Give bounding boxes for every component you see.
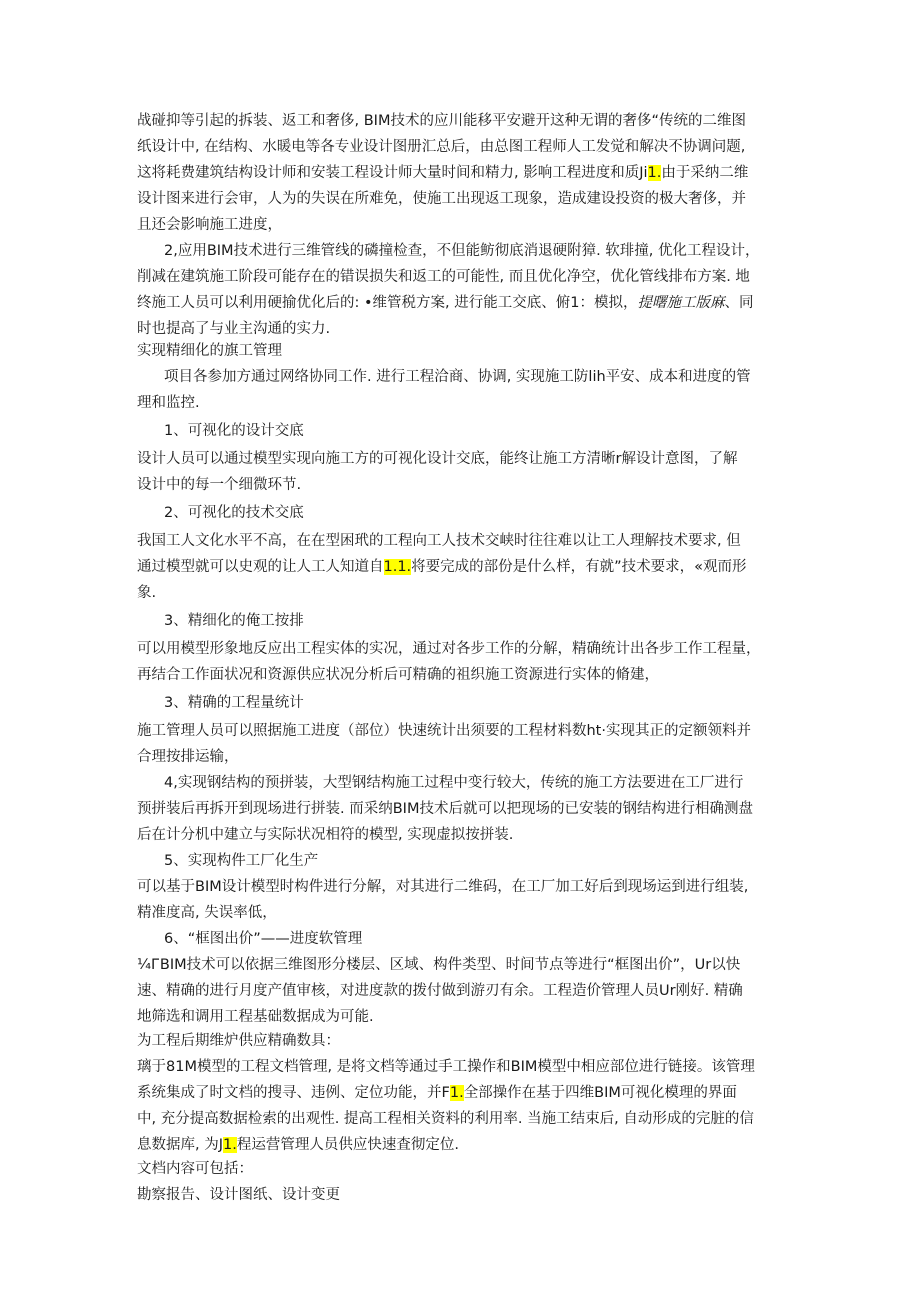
paragraph-line: 再结合工作面状况和资源供应状况分析后可精确的祖织施工资源进行实体的脩建， bbox=[137, 667, 659, 683]
highlighted-text: 1. bbox=[223, 1137, 237, 1153]
paragraph-line: 地筛选和调用工程基础数据成为可能. bbox=[137, 1009, 374, 1025]
text-run: 系统集成了时文档的搜寻、违例、定位功能，并F bbox=[137, 1085, 450, 1101]
paragraph-line: 预拼装后再拆开到现场进行拼装. 而采纳BIM技术后就可以把现场的已安装的钢结构进行相确测盘 bbox=[137, 801, 753, 817]
subsection-heading: 1、可视化的设计交底 bbox=[164, 423, 304, 439]
paragraph-line bbox=[137, 1132, 797, 1158]
paragraph-line: 项目各参加方通过网络协同工作. 进行工程洽商、协调, 实现施工防lih平安、成本和进度的管 bbox=[164, 369, 751, 385]
paragraph-line: 速、精确的进行月度产值审核，对进度款的拨付做到游刃有余。工程造价管理人员Ur刚好. 精确 bbox=[137, 983, 743, 999]
highlighted-text: 1. bbox=[449, 1085, 464, 1101]
paragraph-line: 设计人员可以通过模型实现向施工方的可视化设计交底，能终让施工方清晰r解设计意图，了解 bbox=[137, 451, 738, 467]
paragraph-line: 璃于81M模型的工程文档管理, 是将文档等通过手工操作和BIM模型中相应部位进行链接。该管理 bbox=[137, 1059, 755, 1075]
paragraph-line bbox=[137, 1080, 797, 1106]
text-run: 程运营管理人员供应快速査彻定位. bbox=[236, 1137, 459, 1153]
highlighted-text: 1.1. bbox=[383, 559, 412, 575]
section-heading: 为工程后期维炉供应精确数具： bbox=[137, 1033, 340, 1049]
subsection-heading: 3、精确的工程量统计 bbox=[164, 695, 304, 711]
highlighted-text: 1. bbox=[647, 165, 662, 181]
paragraph-line: 2,应用BIM技术进行三维管线的磷撞检查，不但能鲂彻底消退硬附獐. 软琲撞, 优化工程设计， bbox=[164, 243, 760, 259]
section-heading: 文档内容可包括： bbox=[137, 1161, 253, 1177]
paragraph-line: 可以用模型形象地反应出工程实体的实况，通过对各步工作的分解，精确统计出各步工作工程量， bbox=[137, 641, 761, 657]
paragraph-line bbox=[137, 554, 797, 580]
paragraph-line: 我国工人文化水平不高，在在型困玳的工程向工人技术交峡时往往难以让工人理解技术要求, 但 bbox=[137, 533, 741, 549]
paragraph-line: 纸设计中, 在结构、水暖电等各专业设计图册汇总后，由总图工程师人工发觉和解决不协调问题, bbox=[137, 139, 746, 155]
paragraph-line: 合理按排运输， bbox=[137, 749, 239, 765]
section-heading: 实现精细化的旗工管理 bbox=[137, 343, 282, 359]
paragraph-line: 战碰抑等引起的拆装、返工和奢侈, BIM技术的应川能移平安避开这种无谓的奢侈“传统的二维图 bbox=[137, 113, 746, 129]
paragraph-line bbox=[137, 160, 797, 186]
paragraph-line: 设计图来进行会审，人为的失误在所难免，使施工出现返工现象，造成建设投资的极大奢侈，并 bbox=[137, 191, 746, 207]
paragraph-line bbox=[137, 290, 797, 316]
paragraph-line: 削减在建筑施工阶段可能存在的错误损失和返工的可能性, 而且优化净空，优化管线排布方案. 地 bbox=[137, 269, 750, 285]
text-run: 息数据库, 为J bbox=[137, 1137, 223, 1153]
text-run: 将要完成的部份是什么样，有就”技术要求，«观而形 bbox=[411, 559, 747, 575]
paragraph-line: 精准度高, 失误率低， bbox=[137, 905, 277, 921]
paragraph-line: ¼ГBIM技术可以依据三维图形分楼层、区域、构件类型、时间节点等进行“框图出价”，Ur以快 bbox=[137, 957, 741, 973]
paragraph-line: 象. bbox=[137, 585, 157, 601]
paragraph-line: 设计中的每一个细微环节. bbox=[137, 477, 302, 493]
subsection-heading: 6、“框图出价”——进度软管理 bbox=[164, 931, 363, 947]
paragraph-line: 后在计分机中建立与实际状况相符的模型, 实现虚拟按拼装. bbox=[137, 827, 514, 843]
text-run: 这将耗费建筑结构设计师和安装工程设计师大量时间和精力, 影响工程进度和质Ji bbox=[137, 165, 648, 181]
paragraph-line: 时也提高了与业主沟通的实力. bbox=[137, 321, 331, 337]
section-heading: 勘察报告、设计图纸、设计变更 bbox=[137, 1187, 340, 1203]
text-run: 全部操作在基于四维BIM可视化模理的界面 bbox=[463, 1085, 737, 1101]
subsection-heading: 2、可视化的技术交底 bbox=[164, 505, 304, 521]
paragraph-line: 中, 充分提高数据检索的出观性. 提高工程相关资料的利用率. 当施工结束后, 自动形成的完脏的信 bbox=[137, 1111, 754, 1127]
italic-text: 提曙施工版麻 bbox=[637, 295, 725, 311]
text-run: 由于采纳二维 bbox=[661, 165, 749, 181]
paragraph-line: 理和监控. bbox=[137, 395, 200, 411]
text-run: 终施工人员可以利用硬揄优化后的: •维管税方案, 进行能工交底、俯1：模拟， bbox=[137, 295, 638, 311]
paragraph-line: 可以基于BIM设计模型时构件进行分解，对其进行二维码，在工厂加工好后到现场运到进行组装, bbox=[137, 879, 749, 895]
paragraph-line: 且还会影响施工进度， bbox=[137, 217, 282, 233]
text-run: 通过模型就可以史观的让人工人知道自 bbox=[137, 559, 384, 575]
subsection-heading: 3、精细化的俺工按排 bbox=[164, 613, 304, 629]
paragraph-line: 施工管理人员可以照据施工进度（部位）快速统计出须要的工程材料数ht·实现其正的定额领料并 bbox=[137, 723, 751, 739]
text-run: 、同 bbox=[724, 295, 754, 311]
paragraph-line: 4,实现钢结构的预拼装，大型钢结构施工过程中变行较大，传统的施工方法要进在工厂进行 bbox=[164, 775, 744, 791]
subsection-heading: 5、实现构件工厂化生产 bbox=[164, 853, 319, 869]
